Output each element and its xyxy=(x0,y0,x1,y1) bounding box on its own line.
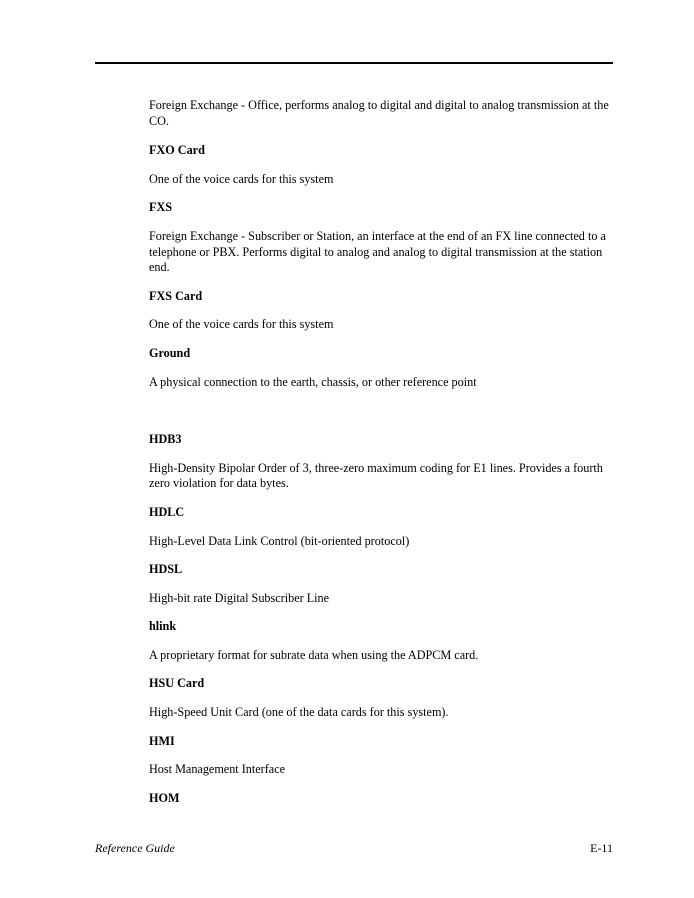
term-fxs: FXS xyxy=(149,200,173,215)
definition-fxs: Foreign Exchange - Subscriber or Station, an interface at the end of an FX line connected to a telephone or PBX. Performs digital to analog and analog to digital transmission at the station end. xyxy=(149,228,606,275)
term-hdlc: HDLC xyxy=(149,504,185,519)
definition-hsu-card: High-Speed Unit Card (one of the data cards for this system). xyxy=(149,705,449,720)
definition-ground: A physical connection to the earth, chassis, or other reference point xyxy=(149,374,477,389)
term-hlink: hlink xyxy=(149,619,177,634)
term-hmi: HMI xyxy=(149,733,175,748)
definition-hlink: A proprietary format for subrate data when using the ADPCM card. xyxy=(149,647,479,662)
definition-hdlc: High-Level Data Link Control (bit-oriented protocol) xyxy=(149,533,410,548)
term-hdb3: HDB3 xyxy=(149,432,182,447)
definition-fxo: Foreign Exchange - Office, performs analog to digital and digital to analog transmission at the CO. xyxy=(149,98,609,128)
term-fxs-card: FXS Card xyxy=(149,288,203,303)
definition-hdsl: High-bit rate Digital Subscriber Line xyxy=(149,590,330,605)
term-ground: Ground xyxy=(149,345,191,360)
definition-fxo-card: One of the voice cards for this system xyxy=(149,171,334,186)
term-hsu-card: HSU Card xyxy=(149,676,205,691)
footer-title: Reference Guide xyxy=(95,841,175,855)
definition-hdb3: High-Density Bipolar Order of 3, three-zero maximum coding for E1 lines. Provides a fourth zero violation for data bytes. xyxy=(149,460,603,491)
footer-page-number: E-11 xyxy=(590,841,613,855)
definition-hmi: Host Management Interface xyxy=(149,762,286,777)
glossary-content xyxy=(149,98,613,806)
term-fxo-card: FXO Card xyxy=(149,143,205,158)
header-rule xyxy=(95,62,613,64)
term-hom: HOM xyxy=(149,790,180,805)
definition-fxs-card: One of the voice cards for this system xyxy=(149,317,334,332)
term-hdsl: HDSL xyxy=(149,562,183,577)
